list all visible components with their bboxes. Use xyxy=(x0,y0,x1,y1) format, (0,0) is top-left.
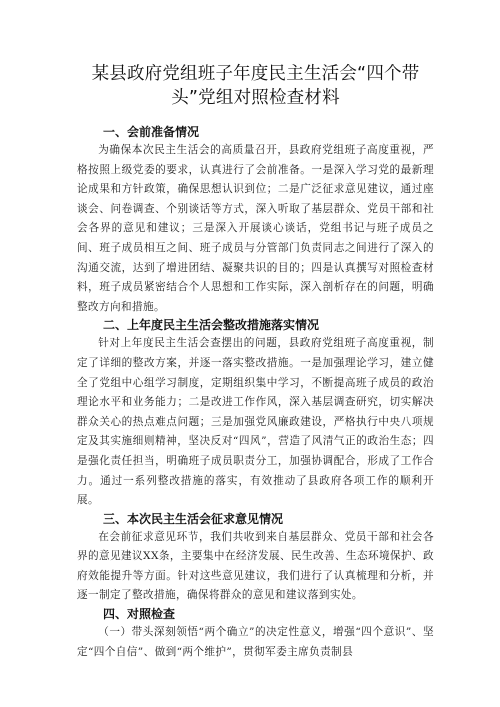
section-heading: 一、会前准备情况 xyxy=(103,125,200,139)
section-self-examination xyxy=(77,606,434,662)
section-paragraph: （一）带头深刻领悟“两个确立”的决定性意义，增强“四个意识”、坚定“四个自信”、做到“两个维护”，贯彻军委主席负责制县 xyxy=(77,626,434,658)
section-rectification-status xyxy=(77,317,434,510)
section-meeting-preparation xyxy=(77,124,434,317)
document-title: 某县政府党组班子年度民主生活会“四个带头”党组对照检查材料 xyxy=(91,64,420,108)
section-paragraph: 针对上年度民主生活会查摆出的问题，县政府党组班子高度重视，制定了详细的整改方案，并逐一落实整改措施。一是加强理论学习，建立健全了党组中心组学习制度，定期组织集中学习，不断提高班子成员的政治理论水平和业务能力；二是改进工作作风，深入基层调查研究，切实解决群众关心的热点难点问题；三是加强党风廉政建设，严格执行中央八项规定及其实施细则精神，坚决反对“四风”，营造了风清气正的政治生态；四是强化责任担当，明确班子成员职责分工，加强协调配合，形成了工作合力。通过一系列整改措施的落实，有效推动了县政府各项工作的顺利开展。 xyxy=(77,337,434,507)
section-paragraph: 为确保本次民主生活会的高质量召开，县政府党组班子高度重视，严格按照上级党委的要求，认真进行了会前准备。一是深入学习党的最新理论成果和方针政策，确保思想认识到位；二是广泛征求意见建议，通过座谈会、问卷调查、个别谈话等方式，深入听取了基层群众、党员干部和社会各界的意见和建议；三是深入开展谈心谈话，党组书记与班子成员之间、班子成员相互之间、班子成员与分管部门负责同志之间进行了深入的沟通交流，达到了增进团结、凝聚共识的目的；四是认真撰写对照检查材料，班子成员紧密结合个人思想和工作实际，深入剖析存在的问题，明确整改方向和措施。 xyxy=(77,144,434,313)
section-opinion-solicitation xyxy=(77,511,434,606)
section-paragraph: 在会前征求意见环节，我们共收到来自基层群众、党员干部和社会各界的意见建议XX条，主要集中在经济发展、民生改善、生态环境保护、政府效能提升等方面。针对这些意见建议，我们进行了认真梳理和分析，并逐一制定了整改措施，确保将群众的意见和建议落到实处。 xyxy=(77,530,434,602)
section-heading: 二、上年度民主生活会整改措施落实情况 xyxy=(103,318,320,333)
section-heading: 四、对照检查 xyxy=(103,607,176,622)
section-heading: 三、本次民主生活会征求意见情况 xyxy=(103,511,284,526)
